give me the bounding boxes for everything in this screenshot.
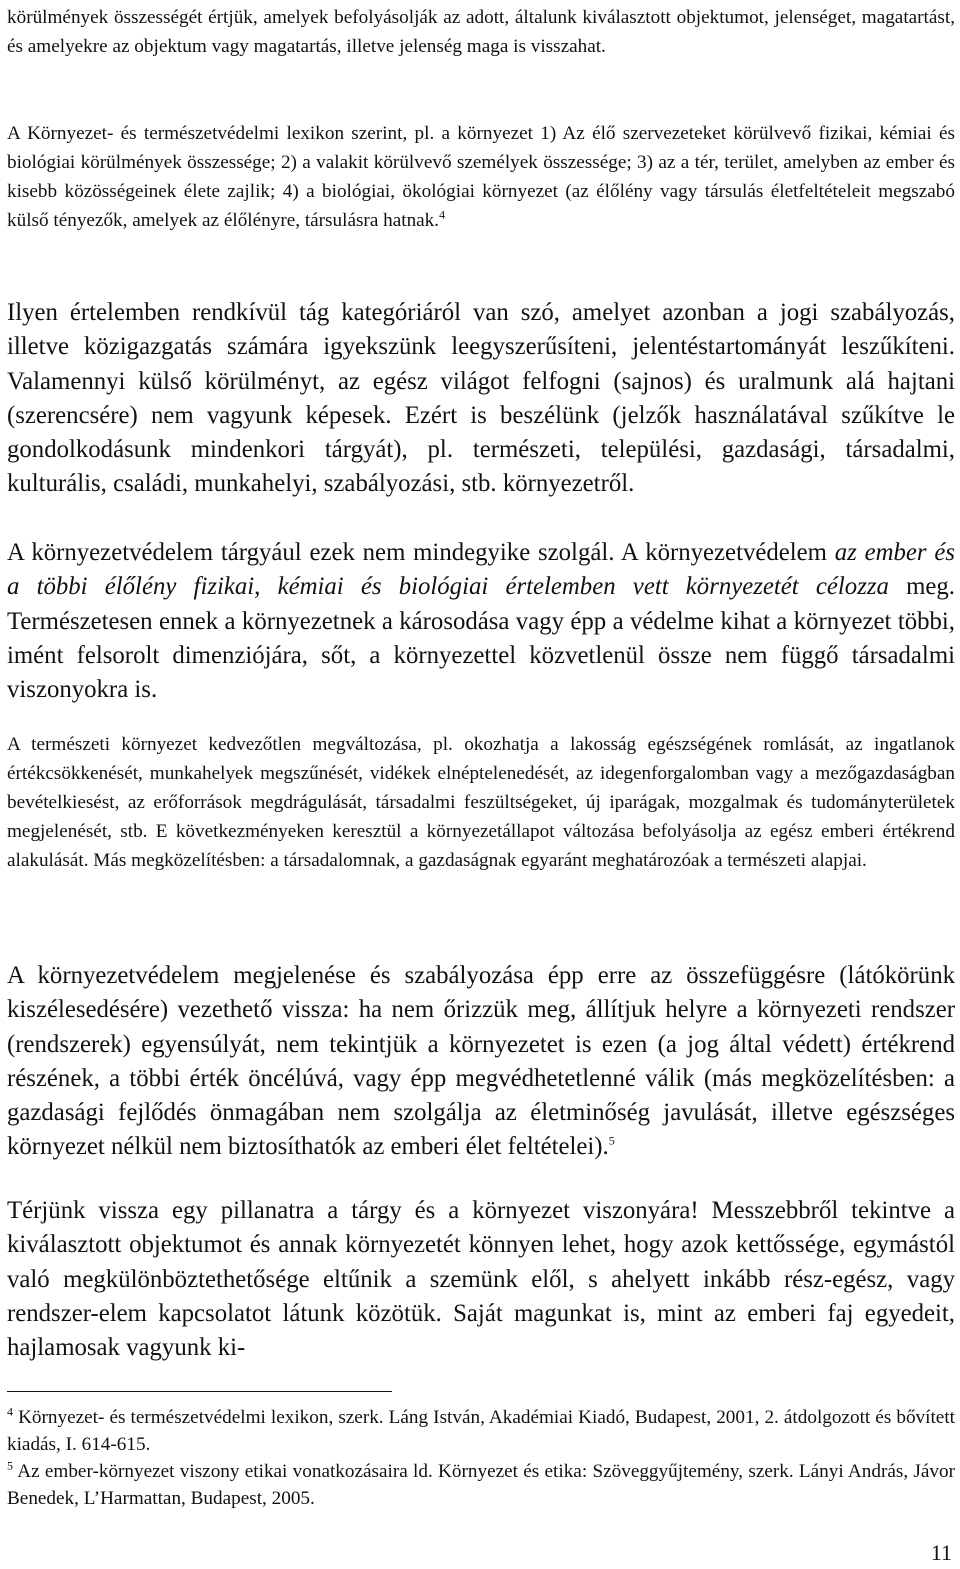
emergence-paragraph	[7, 959, 955, 1165]
category-text: Ilyen értelemben rendkívül tág kategóriáról van szó, amelyet azonban a jogi szabályozás, illetve közigazgatás számára igyekszünk leegyszerűsíteni, jelentéstartományát leszűkíteni. Valamennyi külső körülményt, az egész világot felfogni (sajnos) és uralmunk alá hajtani (szerencsére) nem vagyunk képesek. Ezért is beszélünk (jelzők használatával szűkítve le gondolkodásunk mindenkori tárgyát), pl. természeti, települési, gazdasági, társadalmi, kulturális, családi, munkahelyi, szabályozási, stb. környezetről.	[7, 299, 955, 498]
intro-paragraph	[7, 3, 955, 61]
lexikon-paragraph	[7, 119, 955, 235]
intro-text: körülmények összességét értjük, amelyek befolyásolják az adott, általunk kiválasztott objektumot, jelenséget, magatartást, és amelyekre az objektum vagy magatartás, illetve jelenség maga is visszahat.	[7, 7, 955, 57]
return-text: Térjünk vissza egy pillanatra a tárgy és a környezet viszonyára! Messzebbről tekintve a kiválasztott objektumot és annak környezetét könnyen lehet, hogy azok kettőssége, egymástól való megkülönböztethetősége eltűnik a szemünk elől, s ahelyett inkább rész-egész, vagy rendszer-elem kapcsolatot látunk közötük. Saját magunkat is, mint az emberi faj egyedeit, hajlamosak vagyunk ki-	[7, 1197, 955, 1362]
footnote-4-text: Környezet- és természetvédelmi lexikon, szerk. Láng István, Akadémiai Kiadó, Budapest, 2001, 2. átdolgozott és bővített kiadás, I. 614-615.	[7, 1407, 955, 1455]
footnote-divider	[7, 1391, 392, 1392]
emergence-text: A környezetvédelem megjelenése és szabályozása épp erre az összefüggésre (látókörünk kiszélesedésére) vezethető vissza: ha nem őrizzük meg, állítjuk helyre a környezeti rendszer (rendszerek) egyensúlyát, nem tekintjük a környezetet is ezen (a jog által védett) értékrend részének, a többi érték öncélúvá, vagy épp megvédhetetlenné válik (más megközelítésben: a gazdasági fejlődés önmagában nem szolgálja az életminőség javulását, illetve egészséges környezet nélkül nem biztosíthatók az emberi élet feltételei).	[7, 962, 955, 1161]
consequence-paragraph	[7, 730, 955, 875]
footnote-5	[7, 1458, 955, 1512]
protection-text-end: meg. Természetesen ennek a környezetnek a károsodása vagy épp a védelme kihat a környezet többi, imént felsorolt dimenziójára, sőt, a környezettel közvetlenül össze nem függő társadalmi viszonyokra is.	[7, 573, 955, 704]
lexikon-text: A Környezet- és természetvédelmi lexikon szerint, pl. a környezet 1) Az élő szervezeteket körülvevő fizikai, kémiai és biológiai körülmények összessége; 2) a valakit körülvevő személyek összessége; 3) az a tér, terület, amelyben az ember és kisebb közösségeinek élete zajlik; 4) a biológiai, ökológiai környezet (az élőlény vagy társulás életfeltételeit megszabó külső tényezők, amelyek az élőlényre, társulásra hatnak.	[7, 123, 955, 231]
protection-paragraph	[7, 536, 955, 707]
protection-emphasis: az ember és a többi élőlény fizikai, kémiai és biológiai értelemben vett környezetét célozza	[7, 539, 956, 601]
footnote-4	[7, 1404, 955, 1458]
page-number: 11	[930, 1540, 952, 1565]
footnote-ref-4[interactable]: 4	[439, 207, 446, 222]
return-paragraph	[7, 1194, 955, 1365]
footnote-ref-5[interactable]: 5	[608, 1134, 615, 1149]
footnote-5-text: Az ember-környezet viszony etikai vonatkozásaira ld. Környezet és etika: Szöveggyűjtemény, szerk. Lányi András, Jávor Benedek, L’Harmattan, Budapest, 2005.	[7, 1461, 955, 1509]
protection-text-start: A környezetvédelem tárgyául ezek nem mindegyike szolgál. A környezetvédelem	[7, 539, 835, 566]
consequence-text: A természeti környezet kedvezőtlen megváltozása, pl. okozhatja a lakosság egészségének romlását, az ingatlanok értékcsökkenését, munkahelyek megszűnését, vidékek elnéptelenedését, az idegenforgalomban vagy a mezőgazdaságban bevételkiesést, az erőforrások megdrágulását, társadalmi feszültségeket, új iparágak, mozgalmak és tudományterületek megjelenését, stb. E következményeken keresztül a környezetállapot változása befolyásolja az egész emberi értékrend alakulását. Más megközelítésben: a társadalomnak, a gazdaságnak egyaránt meghatározóak a természeti alapjai.	[7, 734, 955, 871]
category-paragraph	[7, 296, 955, 502]
footnote-mark-5: 5	[7, 1458, 13, 1473]
footnote-mark-4: 4	[7, 1404, 13, 1419]
footnotes-section	[7, 1404, 955, 1512]
